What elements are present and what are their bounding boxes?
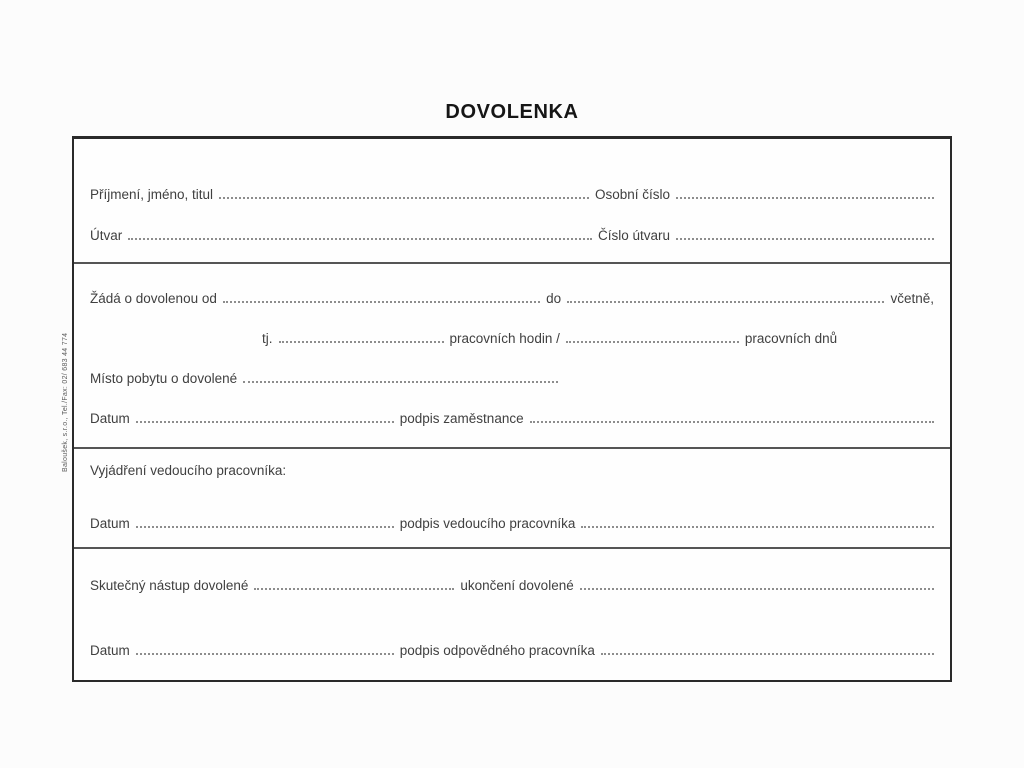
date-label: Datum	[90, 411, 130, 426]
field-prijmeni-jmeno-titul[interactable]	[219, 193, 589, 199]
row-employee-signature	[90, 411, 934, 431]
actual-start-label: Skutečný nástup dovolené	[90, 578, 249, 593]
row-manager-signature	[90, 516, 934, 536]
request-from-label: Žádá o dovolenou od	[90, 291, 217, 306]
field-datum-zamestnance[interactable]	[136, 417, 394, 423]
field-ukonceni-dovolene[interactable]	[580, 584, 934, 590]
section-request	[74, 262, 950, 447]
responsible-signature-label: podpis odpovědného pracovníka	[399, 643, 595, 658]
field-cislo-utvaru[interactable]	[676, 234, 934, 240]
manager-signature-label: podpis vedoucího pracovníka	[399, 516, 576, 531]
field-nastup-dovolene[interactable]	[254, 584, 454, 590]
department-label: Útvar	[90, 228, 123, 243]
date-label: Datum	[90, 643, 130, 658]
field-dovolena-do[interactable]	[567, 297, 884, 303]
field-osobni-cislo[interactable]	[676, 193, 934, 199]
printer-imprint: Baloušek, s.r.o., Tel./Fax: 02/ 683 44 774	[62, 332, 69, 472]
row-stay-place	[90, 371, 934, 391]
inclusive-label: včetně,	[890, 291, 935, 306]
stay-place-label: Místo pobytu o dovolené	[90, 371, 238, 386]
actual-end-label: ukončení dovolené	[460, 578, 574, 593]
field-pracovnich-dnu[interactable]	[566, 337, 739, 343]
date-label: Datum	[90, 516, 130, 531]
row-actual-dates	[90, 578, 934, 598]
row-responsible-signature	[90, 643, 934, 663]
manager-statement-label: Vyjádření vedoucího pracovníka:	[90, 463, 287, 478]
form-box	[72, 136, 952, 682]
field-podpis-odpovedneho[interactable]	[601, 649, 934, 655]
row-request-dates	[90, 291, 934, 311]
request-to-label: do	[546, 291, 562, 306]
row-request-amount	[262, 331, 934, 351]
field-pracovnich-hodin[interactable]	[279, 337, 444, 343]
section-identity	[74, 139, 950, 262]
field-podpis-zamestnance[interactable]	[530, 417, 934, 423]
employee-signature-label: podpis zaměstnance	[399, 411, 524, 426]
department-number-label: Číslo útvaru	[597, 228, 670, 243]
ie-label: tj.	[262, 331, 273, 346]
field-utvar[interactable]	[128, 234, 592, 240]
field-datum-vedouciho[interactable]	[136, 522, 394, 528]
section-manager	[74, 447, 950, 547]
field-misto-pobytu[interactable]	[243, 377, 558, 383]
row-name	[90, 187, 934, 207]
working-hours-label: pracovních hodin /	[449, 331, 560, 346]
section-actual	[74, 547, 950, 680]
page-title: DOVOLENKA	[445, 101, 579, 123]
row-department	[90, 228, 934, 248]
working-days-label: pracovních dnů	[744, 331, 838, 346]
field-podpis-vedouciho[interactable]	[581, 522, 934, 528]
name-label: Příjmení, jméno, titul	[90, 187, 214, 202]
field-datum-odpovedneho[interactable]	[136, 649, 394, 655]
personal-number-label: Osobní číslo	[594, 187, 670, 202]
field-dovolena-od[interactable]	[223, 297, 540, 303]
